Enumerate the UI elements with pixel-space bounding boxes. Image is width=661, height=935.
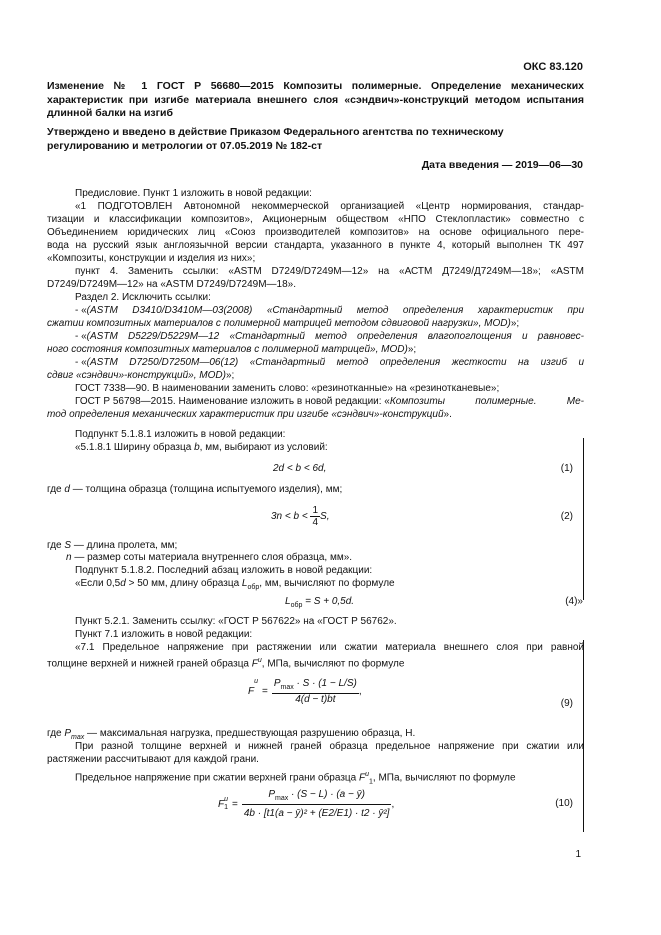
fraction: $\frac{P_{max} \cdot (S - L) \cdot (a - ȳ)}{\text{4b · [t1(a − ȳ)² + (E2/E1) · t2 · ȳ²]}}$ xyxy=(243,789,390,819)
text-line: Предельное напряжение при сжатии верхней грани образца $F^u_1$, МПа, вычисляют по формуле xyxy=(75,771,516,786)
formula-4: $L_{обр} = S + 0,5d$. xyxy=(285,596,355,609)
text-line: толщине верхней и нижней граней образца $F^u$, МПа, вычисляют по формуле xyxy=(47,657,405,670)
page-number: 1 xyxy=(575,849,581,860)
amendment-title: Изменение № 1 ГОСТ Р 56680—2015 Композиты полимерные. Определение механических характеристик при изгибе материала внешнего слоя «сэндвич»-конструкций методом испытания длинной балки на изгиб xyxy=(47,80,584,119)
text-line: Подпункт 5.1.8.1 изложить в новой редакции: xyxy=(75,429,286,440)
text-line: сдвиг «сэндвич»-конструкций», MOD)»; xyxy=(47,370,235,381)
text-line: «1 ПОДГОТОВЛЕН Автономной некоммерческой организацией «Центр нормирования, стандар- xyxy=(75,201,584,212)
formula-1: 2d < b < 6d, xyxy=(273,463,327,474)
text-line: где S — длина пролета, мм; xyxy=(47,540,178,551)
formula-10: F u 1 = $\frac{P_{max} \cdot (S - L) \cdot (a - ȳ)}{\text{4b · [t1(a − ȳ)² + (E2/E1) · t2 · ȳ²]}}$ , xyxy=(218,789,395,819)
oks-code: ОКС 83.120 xyxy=(523,61,583,73)
fraction: $\frac{P_{max} \cdot S \cdot (1 - L/S)}{4(d - t)bt}$ xyxy=(273,678,357,705)
text-line: Раздел 2. Исключить ссылки: xyxy=(75,292,211,303)
text-line: Предисловие. Пункт 1 изложить в новой редакции: xyxy=(75,188,312,199)
text-line: «Композиты, конструкции и изделия из них»; xyxy=(47,253,256,264)
formula-number-9: (9) xyxy=(560,698,573,709)
formula-2: 3n < b < $\frac{1}{4}$ S, xyxy=(271,505,330,528)
formula-number-4: (4)» xyxy=(565,596,583,607)
text-line: тод определения механических характеристик при изгибе «сэндвич»-конструкций». xyxy=(47,409,452,420)
text-line: пункт 4. Заменить ссылки: «ASTM D7249/D7249M—12» на «АСТМ Д7249/Д7249М—18»; «ASTM xyxy=(75,266,584,277)
effective-date: Дата введения — 2019—06—30 xyxy=(421,159,583,171)
text-line: ГОСТ Р 56798—2015. Наименование изложить в новой редакции: « Композиты полимерные. Ме- xyxy=(75,396,584,407)
text-line: «Если 0,5d > 50 мм, длину образца $L_{обр}$, мм, вычисляют по формуле xyxy=(75,578,395,591)
text-line: тизации и классификации композитов», Акционерным обществом «НПО Стеклопластик» совместно с xyxy=(47,214,584,225)
text-line: - « (ASTM D7250/D7250M—06(12) «Стандартный метод определения жесткости на изгиб и xyxy=(75,357,584,368)
text-line: При разной толщине верхней и нижней граней образца предельное напряжение при сжатии или xyxy=(75,741,584,752)
formula-9: F u = $\frac{P_{max} \cdot S \cdot (1 - L/S)}{4(d - t)bt}$ , xyxy=(248,678,362,705)
approval-statement: Утверждено и введено в действие Приказом Федерального агентства по техническому регулированию и метрологии от 07.05.2019 № 182-ст xyxy=(47,126,504,152)
text-line: растяжении рассчитывают для каждой грани. xyxy=(47,754,259,765)
text-line: сжатии композитных материалов с полимерной матрицей методом сдвиговой нагрузки», MOD)»; xyxy=(47,318,520,329)
formula-number-1: (1) xyxy=(560,463,573,474)
text-line: - « (ASTM D3410/D3410M—03(2008) «Стандартный метод определения характеристик при xyxy=(75,305,584,316)
text-line: - « (ASTM D5229/D5229M—12 «Стандартный метод определения влагопоглощения и равновес- xyxy=(75,331,584,342)
change-bar xyxy=(583,640,584,832)
change-bar xyxy=(583,438,584,600)
text-line: n — размер соты материала внутреннего слоя образца, мм». xyxy=(66,552,353,563)
text-line: Объединением юридических лиц «Союз производителей композитов» на основе официального пере- xyxy=(47,227,584,238)
text-line: ГОСТ 7338—90. В наименовании заменить слово: «резинотканные» на «резинотканевые»; xyxy=(75,383,500,394)
text-line: где $P_{max}$ — максимальная нагрузка, предшествующая разрушению образца, Н. xyxy=(47,728,416,741)
formula-number-2: (2) xyxy=(560,511,573,522)
text-line: ного состояния композитных материалов с полимерной матрицей», MOD)»; xyxy=(47,344,417,355)
text-line: Пункт 7.1 изложить в новой редакции: xyxy=(75,629,253,640)
fraction: $\frac{1}{4}$ xyxy=(312,505,319,528)
formula-number-10: (10) xyxy=(555,798,573,809)
text-line: «7.1 Предельное напряжение при растяжении или сжатии материала внешнего слоя при равной xyxy=(75,642,584,653)
text-line: «5.1.8.1 Ширину образца b, мм, выбирают из условий: xyxy=(75,442,328,453)
text-line: вода на русский язык англоязычной версии стандарта, указанного в пункте 4, который выполнен ТК 497 xyxy=(47,240,584,251)
text-line: D7249/D7249M—12» на «ASTM D7249/D7249M—18». xyxy=(47,279,296,290)
text-line: Пункт 5.2.1. Заменить ссылку: «ГОСТ Р 567622» на «ГОСТ Р 56762». xyxy=(75,616,397,627)
text-line: где d — толщина образца (толщина испытуемого изделия), мм; xyxy=(47,484,343,495)
text-line: Подпункт 5.1.8.2. Последний абзац изложить в новой редакции: xyxy=(75,565,373,576)
